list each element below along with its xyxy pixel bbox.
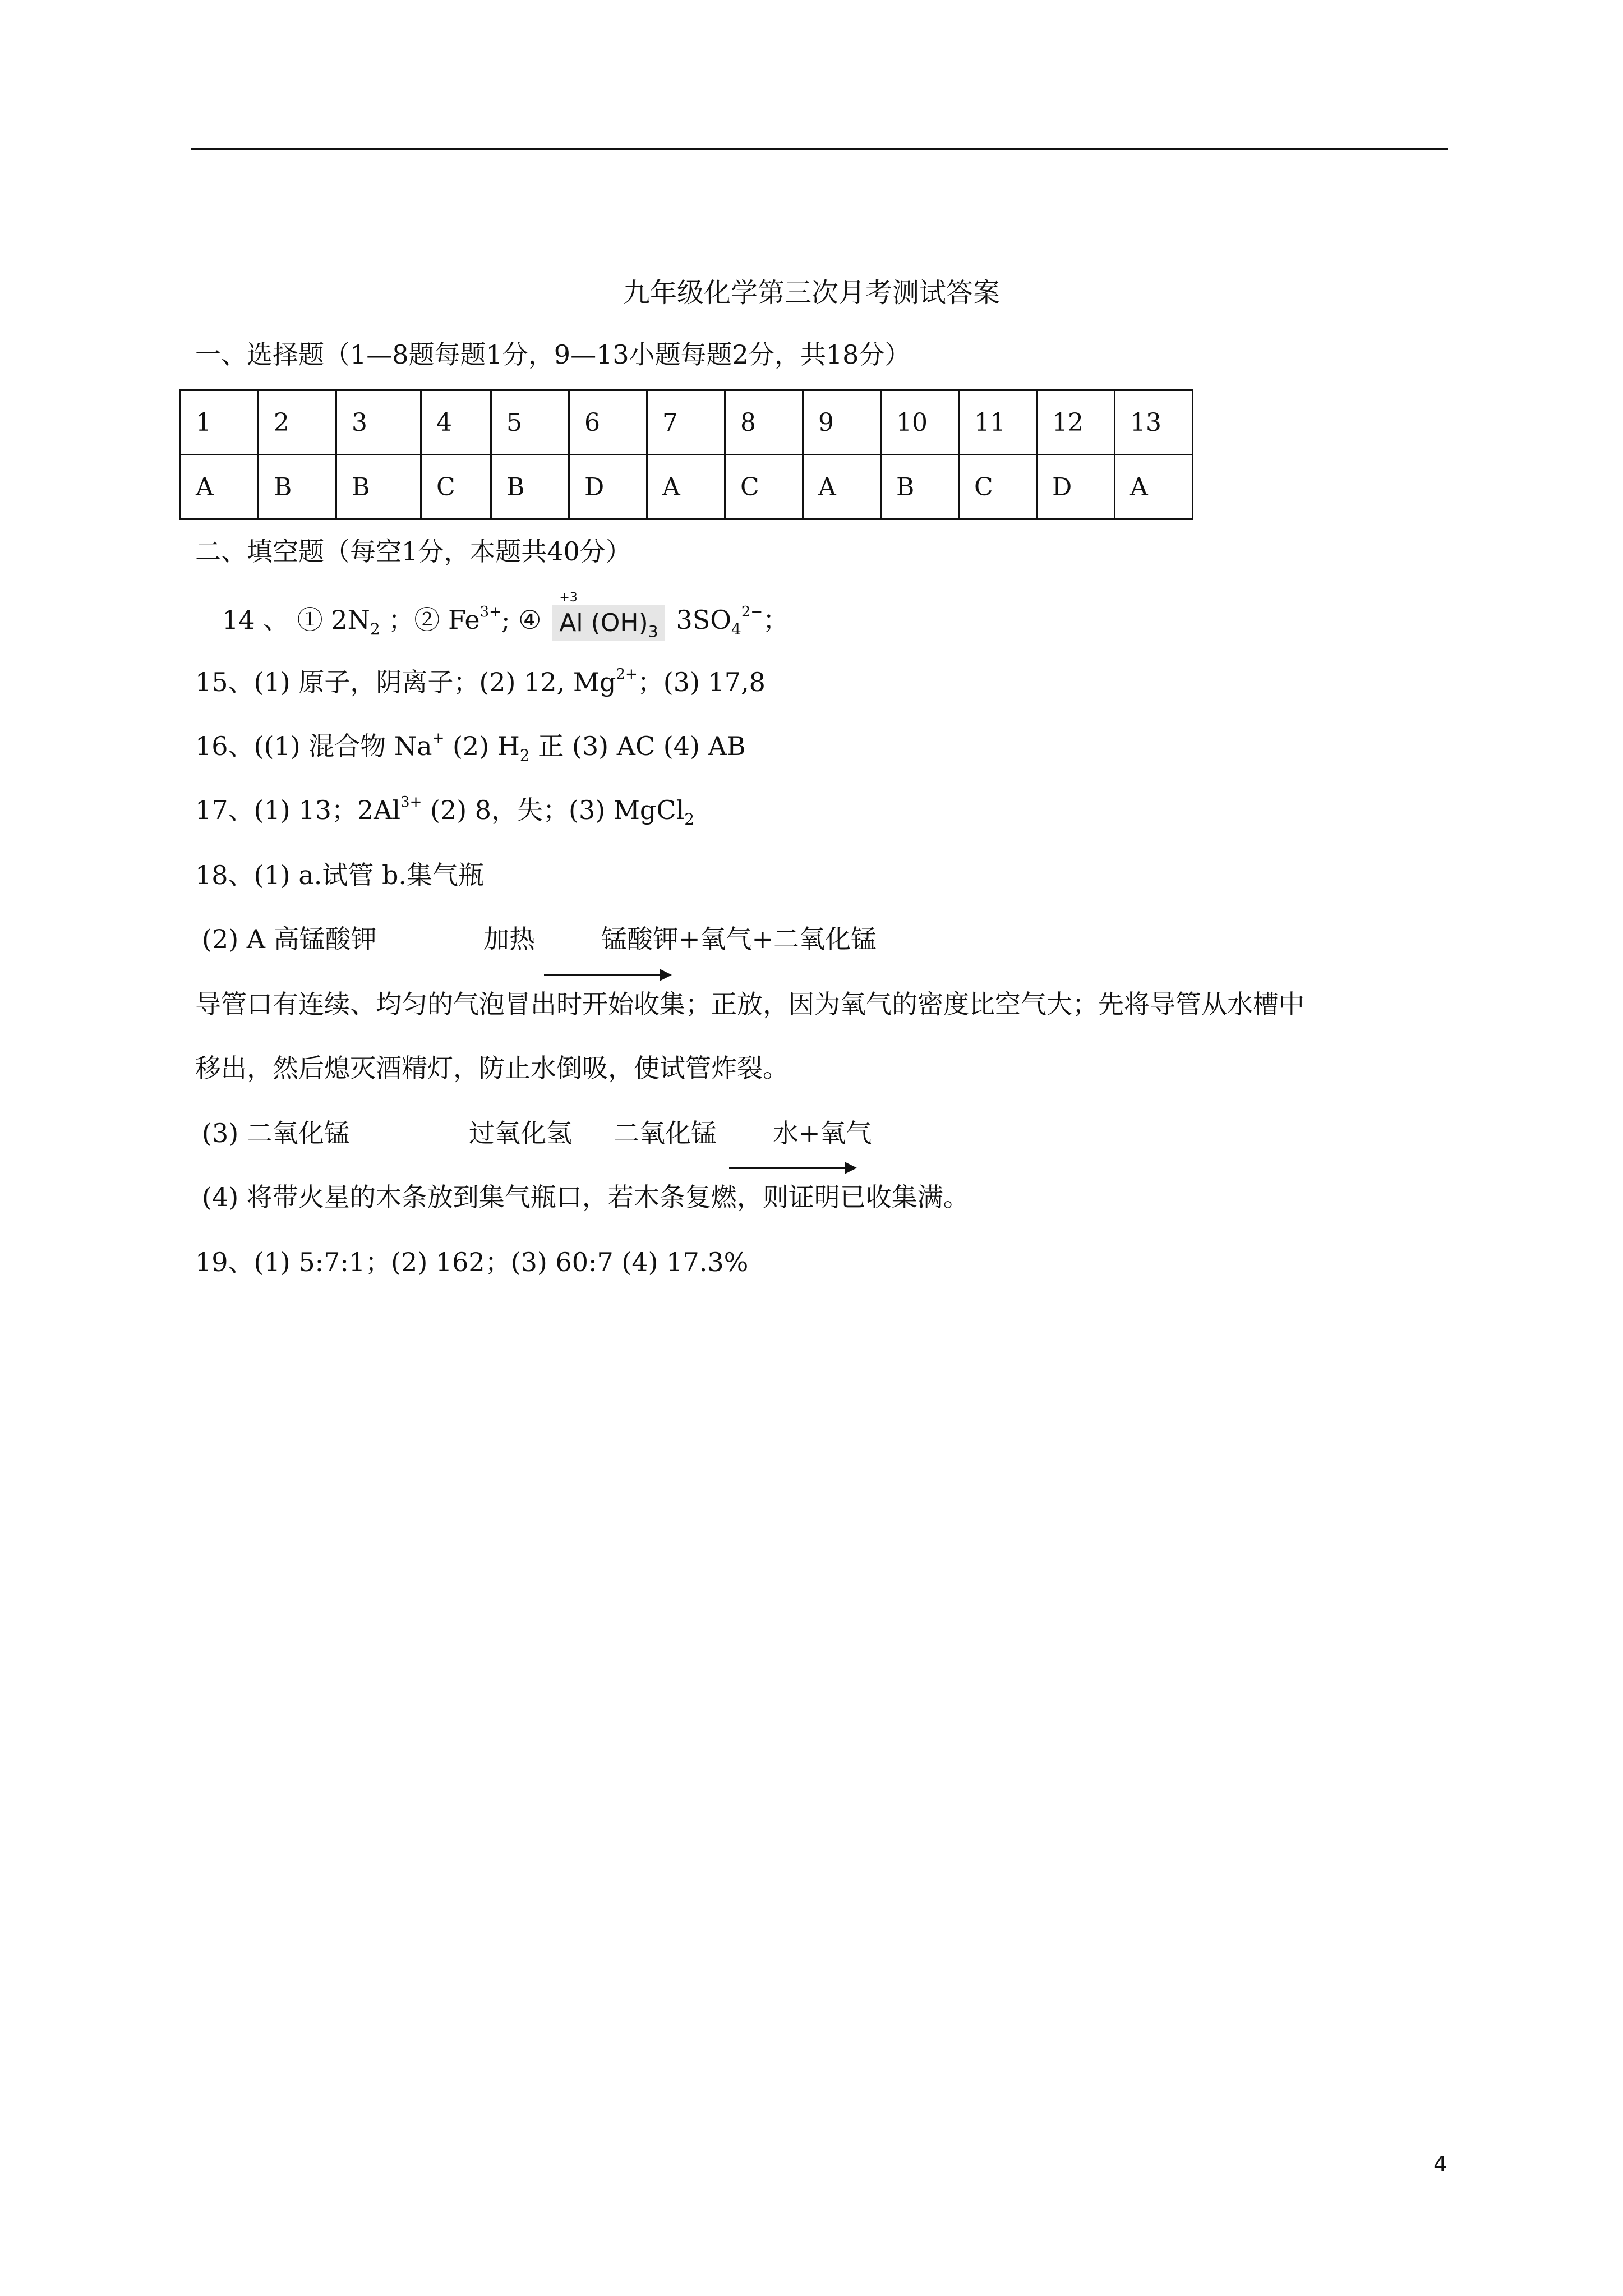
- q18-line4: 移出，然后熄灭酒精灯，防止水倒吸，使试管炸裂。: [195, 1053, 789, 1083]
- q14-fe-sup: 3+: [479, 604, 501, 620]
- question-number-cell: 3: [336, 390, 421, 455]
- q18-line1: 18、(1) a.试管 b.集气瓶: [195, 860, 485, 890]
- question-number-cell: 4: [421, 390, 491, 455]
- q18-heat-condition: 加热: [483, 924, 535, 954]
- q17-mgcl-sub: 2: [684, 810, 695, 829]
- q15-line: [195, 665, 766, 699]
- page-title: 九年级化学第三次月考测试答案: [623, 277, 1000, 309]
- question-number-cell: 2: [259, 390, 336, 455]
- q14-part2: ；② Fe: [380, 605, 480, 635]
- q16-na-sup: +: [432, 730, 445, 747]
- q18-line3: 导管口有连续、均匀的气泡冒出时开始收集；正放，因为氧气的密度比空气大；先将导管从水槽中: [195, 989, 1304, 1019]
- question-number-cell: 8: [725, 390, 803, 455]
- q18-catalyst: 二氧化锰: [614, 1118, 717, 1148]
- q18-line5a: (3) 二氧化锰: [202, 1118, 350, 1148]
- table-row-answers: [181, 455, 1193, 519]
- q15-part1: 15、(1) 原子，阴离子；(2) 12, Mg: [195, 667, 616, 697]
- header-rule: [191, 148, 1448, 150]
- q19-line: 19、(1) 5:7:1；(2) 162；(3) 60:7 (4) 17.3%: [195, 1247, 749, 1277]
- q17-part1: 17、(1) 13；2Al: [195, 795, 401, 825]
- q16-h2-sub: 2: [519, 746, 530, 765]
- q18-line6: (4) 将带火星的木条放到集气瓶口，若木条复燃，则证明已收集满。: [202, 1182, 969, 1212]
- q18-line2b: 锰酸钾+氧气+二氧化锰: [601, 924, 877, 954]
- answer-cell: C: [725, 455, 803, 519]
- valence-mark: +3: [559, 591, 578, 605]
- question-number-cell: 9: [803, 390, 881, 455]
- aluminium-hydroxide-formula: [552, 591, 665, 641]
- answer-cell: D: [569, 455, 647, 519]
- q14-part3: ; ④: [501, 605, 542, 635]
- q14-end: ；: [763, 605, 789, 635]
- answer-cell: A: [1115, 455, 1193, 519]
- question-number-cell: 11: [959, 390, 1037, 455]
- answer-cell: B: [491, 455, 569, 519]
- q18-line2a: (2) A 高锰酸钾: [202, 924, 377, 954]
- question-number-cell: 6: [569, 390, 647, 455]
- q14-so4-sub: 4: [731, 620, 741, 638]
- question-number-cell: 5: [491, 390, 569, 455]
- q15-mg-sup: 2+: [616, 666, 638, 683]
- answer-cell: C: [421, 455, 491, 519]
- answer-cell: B: [259, 455, 336, 519]
- section2-heading: 二、填空题（每空1分，本题共40分）: [195, 536, 631, 567]
- question-number-cell: 7: [647, 390, 725, 455]
- q14-so4-sup: 2−: [741, 604, 763, 620]
- q18-line5b: 过氧化氢: [469, 1118, 572, 1148]
- answer-cell: B: [336, 455, 421, 519]
- question-number-cell: 12: [1037, 390, 1115, 455]
- answer-cell: A: [181, 455, 259, 519]
- reaction-arrow-2: [729, 1167, 854, 1169]
- q17-line: [195, 793, 694, 827]
- answer-cell: D: [1037, 455, 1115, 519]
- q16-part1: 16、((1) 混合物 Na: [195, 731, 432, 761]
- q16-part2: (2) H: [444, 731, 520, 761]
- question-number-cell: 13: [1115, 390, 1193, 455]
- page-number: 4: [1433, 2152, 1447, 2177]
- answer-cell: A: [803, 455, 881, 519]
- q17-al-sup: 3+: [400, 794, 422, 811]
- answer-cell: B: [881, 455, 959, 519]
- q16-part3: 正 (3) AC (4) AB: [529, 731, 746, 761]
- q14-so4: 3SO: [676, 605, 732, 635]
- answer-table: [179, 389, 1193, 520]
- q14-n2-sub: 2: [370, 620, 380, 638]
- q17-part2: (2) 8，失；(3) MgCl: [422, 795, 685, 825]
- formula-sub: 3: [648, 622, 658, 641]
- section1-heading: 一、选择题（1—8题每题1分，9—13小题每题2分，共18分）: [195, 339, 911, 370]
- q14-prefix: 14 、 ① 2N: [222, 605, 370, 635]
- answer-cell: A: [647, 455, 725, 519]
- reaction-arrow-1: [544, 974, 668, 976]
- q14-line: [222, 591, 789, 641]
- table-row-numbers: [181, 390, 1193, 455]
- formula-text: Al (OH): [559, 609, 648, 637]
- q18-line5c: 水+氧气: [773, 1118, 872, 1148]
- question-number-cell: 1: [181, 390, 259, 455]
- question-number-cell: 10: [881, 390, 959, 455]
- q16-line: [195, 729, 746, 763]
- q15-part2: ；(3) 17,8: [637, 667, 766, 697]
- answer-cell: C: [959, 455, 1037, 519]
